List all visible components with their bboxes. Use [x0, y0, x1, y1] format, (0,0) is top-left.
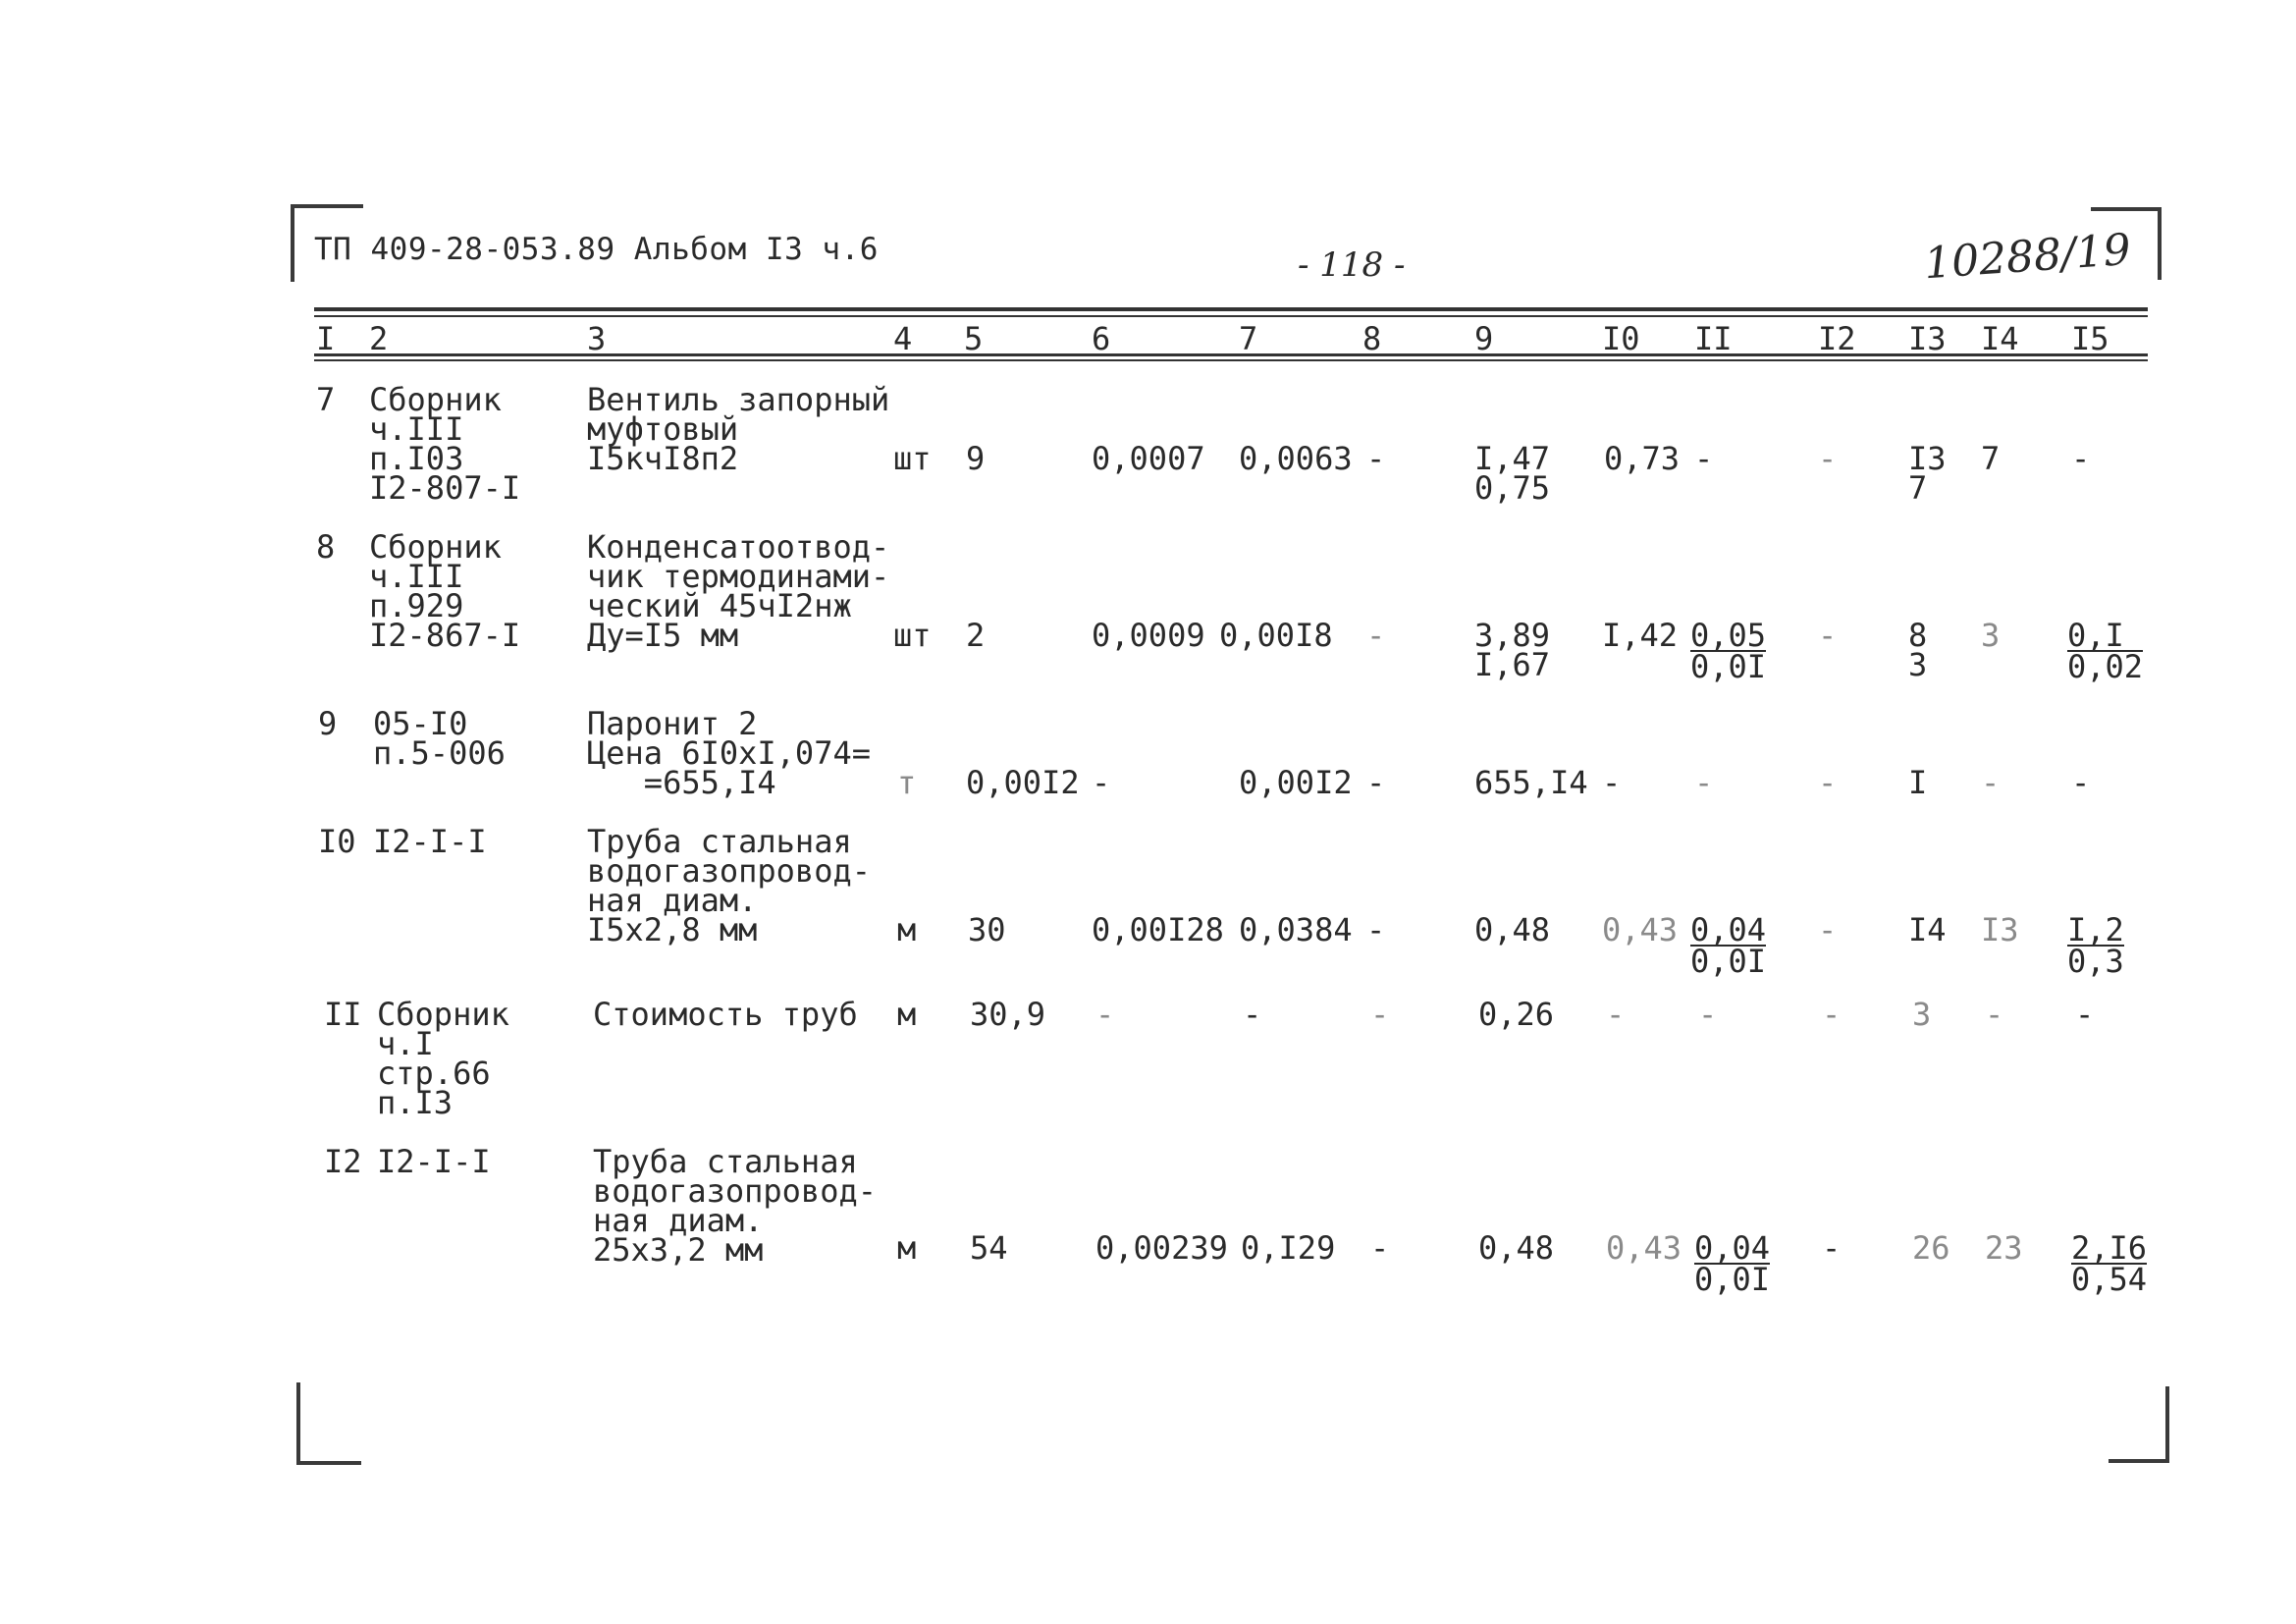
col7-cell: 0,I29	[1241, 1229, 1336, 1267]
col9-value: I,47	[1474, 440, 1551, 477]
quantity-cell: 30	[968, 911, 1006, 948]
column-header-rule-thin	[314, 359, 2148, 361]
col15-cell: -	[2071, 440, 2091, 477]
col11-cell: -	[1694, 440, 1714, 477]
col13-cell: I4	[1908, 911, 1947, 948]
reference-cell: Сборник ч.III п.I03 I2-807-I	[369, 381, 521, 507]
column-header-9: 9	[1474, 320, 1494, 357]
row-number: 8	[316, 528, 336, 566]
col12-cell: -	[1818, 764, 1838, 801]
col7-cell: 0,00I2	[1239, 764, 1353, 801]
col11-denominator: 0,0I	[1694, 1261, 1771, 1298]
col11-denominator: 0,0I	[1690, 943, 1767, 980]
header-rule-thin	[314, 315, 2148, 317]
column-header-11: II	[1694, 320, 1733, 357]
column-header-7: 7	[1239, 320, 1258, 357]
col13-second-value: 3	[1908, 646, 1928, 683]
reference-cell: Сборник ч.I стр.66 п.I3	[377, 996, 509, 1121]
col12-cell: -	[1822, 996, 1842, 1033]
quantity-cell: 2	[966, 617, 986, 654]
unit-cell: м	[897, 911, 917, 948]
col15-denominator: 0,54	[2071, 1261, 2148, 1298]
document-code: ТП 409-28-053.89 Альбом I3 ч.6	[314, 232, 879, 267]
column-header-4: 4	[893, 320, 913, 357]
row-number: I2	[324, 1143, 362, 1180]
column-header-10: I0	[1602, 320, 1640, 357]
col9-cell: 0,48	[1478, 1229, 1555, 1267]
col6-cell: 0,00239	[1095, 1229, 1228, 1267]
col12-cell: -	[1818, 911, 1838, 948]
unit-cell: т	[897, 764, 917, 801]
col12-cell: -	[1818, 440, 1838, 477]
col13-value: 8	[1908, 617, 1928, 654]
col15-cell: -	[2071, 764, 2091, 801]
page-number: - 118 -	[1298, 245, 1406, 285]
col14-cell: 23	[1985, 1229, 2023, 1267]
unit-cell: шт	[893, 617, 932, 654]
quantity-cell: 54	[970, 1229, 1008, 1267]
col14-cell: -	[1981, 764, 2001, 801]
col11-fraction	[1690, 911, 1767, 980]
col9-cell: 0,26	[1478, 996, 1555, 1033]
col8-cell: -	[1366, 617, 1386, 654]
col11-fraction	[1694, 1229, 1771, 1298]
col9-second-value: I,67	[1474, 646, 1551, 683]
col15-denominator: 0,3	[2067, 943, 2124, 980]
col9-cell: 655,I4	[1474, 764, 1588, 801]
col11-fraction	[1690, 617, 1767, 685]
col15-cell: -	[2075, 996, 2095, 1033]
column-header-2: 2	[369, 320, 389, 357]
col11-numerator: 0,05	[1690, 617, 1767, 654]
row-number: II	[324, 996, 362, 1033]
col15-numerator: I,2	[2067, 911, 2124, 948]
column-header-3: 3	[587, 320, 607, 357]
sheet-number: 10288/19	[1922, 224, 2133, 290]
column-header-6: 6	[1092, 320, 1111, 357]
col11-cell: -	[1694, 764, 1714, 801]
reference-cell: Сборник ч.III п.929 I2-867-I	[369, 528, 521, 654]
col13-cell: 3	[1912, 996, 1932, 1033]
row-number: 7	[316, 381, 336, 418]
col6-cell: 0,00I28	[1092, 911, 1224, 948]
column-header-8: 8	[1362, 320, 1382, 357]
col15-denominator: 0,02	[2067, 648, 2144, 685]
item-name-cell: Вентиль запорный муфтовый I5кчI8п2	[587, 381, 890, 477]
col11-numerator: 0,04	[1690, 911, 1767, 948]
col11-cell: -	[1698, 996, 1718, 1033]
col10-cell: 0,43	[1606, 1229, 1682, 1267]
col14-cell: -	[1985, 996, 2004, 1033]
column-header-1: I	[316, 320, 336, 357]
row-number: I0	[318, 823, 356, 860]
col10-cell: -	[1606, 996, 1626, 1033]
col8-cell: -	[1370, 996, 1390, 1033]
col6-cell: 0,0007	[1092, 440, 1205, 477]
col15-fraction	[2067, 617, 2144, 685]
col15-fraction	[2071, 1229, 2148, 1298]
quantity-cell: 30,9	[970, 996, 1046, 1033]
col10-cell: -	[1602, 764, 1622, 801]
col13-value: I3	[1908, 440, 1947, 477]
item-name-cell: Паронит 2 Цена 6I0хI,074= =655,I4	[587, 705, 871, 801]
col13-cell: I	[1908, 764, 1928, 801]
reference-cell: I2-I-I	[377, 1143, 491, 1180]
col10-cell: 0,73	[1604, 440, 1681, 477]
col15-numerator: 2,I6	[2071, 1229, 2148, 1267]
col6-cell: -	[1092, 764, 1111, 801]
col13-cell: 26	[1912, 1229, 1950, 1267]
unit-cell: м	[897, 1229, 917, 1267]
col8-cell: -	[1366, 764, 1386, 801]
col14-cell: I3	[1981, 911, 2019, 948]
col6-cell: 0,0009	[1092, 617, 1205, 654]
col14-cell: 7	[1981, 440, 2001, 477]
col12-cell: -	[1822, 1229, 1842, 1267]
column-header-12: I2	[1818, 320, 1856, 357]
corner-mark-bottom-right	[2109, 1386, 2169, 1463]
reference-cell: 05-I0 п.5-006	[373, 705, 506, 772]
corner-mark-bottom-left	[296, 1382, 361, 1465]
col7-cell: -	[1243, 996, 1262, 1033]
column-header-5: 5	[964, 320, 984, 357]
column-header-14: I4	[1981, 320, 2019, 357]
col9-cell: 0,48	[1474, 911, 1551, 948]
col8-cell: -	[1366, 911, 1386, 948]
col10-cell: I,42	[1602, 617, 1679, 654]
col14-cell: 3	[1981, 617, 2001, 654]
col8-cell: -	[1370, 1229, 1390, 1267]
col7-cell: 0,0384	[1239, 911, 1353, 948]
item-name-cell: Стоимость труб	[593, 996, 858, 1033]
quantity-cell: 0,00I2	[966, 764, 1080, 801]
col15-numerator: 0,I	[2067, 621, 2143, 652]
reference-cell: I2-I-I	[373, 823, 487, 860]
col8-cell: -	[1366, 440, 1386, 477]
col12-cell: -	[1818, 617, 1838, 654]
col7-cell: 0,00I8	[1219, 617, 1333, 654]
col13-second-value: 7	[1908, 469, 1928, 507]
col11-numerator: 0,04	[1694, 1229, 1771, 1267]
column-header-15: I5	[2071, 320, 2109, 357]
item-name-cell: Труба стальная водогазопровод- ная диам. 25х3,2 мм	[593, 1143, 877, 1269]
col9-second-value: 0,75	[1474, 469, 1551, 507]
col9-value: 3,89	[1474, 617, 1551, 654]
row-number: 9	[318, 705, 338, 742]
quantity-cell: 9	[966, 440, 986, 477]
col10-cell: 0,43	[1602, 911, 1679, 948]
col7-cell: 0,0063	[1239, 440, 1353, 477]
unit-cell: шт	[893, 440, 932, 477]
column-header-13: I3	[1908, 320, 1947, 357]
col11-denominator: 0,0I	[1690, 648, 1767, 685]
item-name-cell: Труба стальная водогазопровод- ная диам. I5х2,8 мм	[587, 823, 871, 948]
col6-cell: -	[1095, 996, 1115, 1033]
header-rule	[314, 307, 2148, 311]
item-name-cell: Конденсатоотвод- чик термодинами- ческий 45чI2нж Ду=I5 мм	[587, 528, 890, 654]
unit-cell: м	[897, 996, 917, 1033]
col15-fraction	[2067, 911, 2124, 980]
